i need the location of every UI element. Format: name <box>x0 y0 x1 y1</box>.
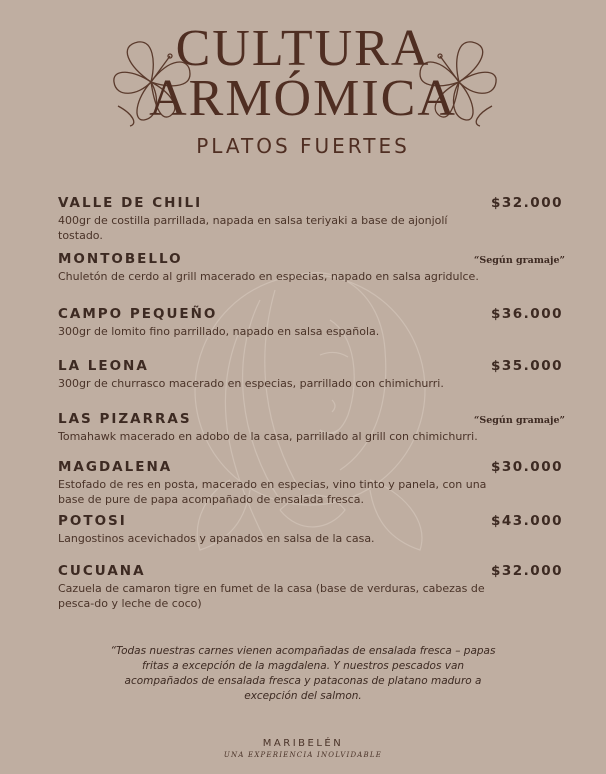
dish-name: CUCUANA <box>58 563 146 579</box>
brand-name: MARIBELÉN <box>262 738 344 749</box>
dish-name: LA LEONA <box>58 358 149 374</box>
dish-name: VALLE DE CHILI <box>58 195 203 211</box>
dish-item <box>58 411 563 444</box>
dish-price: “Según gramaje” <box>473 255 565 266</box>
restaurant-title-line-2: ARMÓMICA <box>149 70 457 127</box>
dish-price: $32.000 <box>491 563 563 579</box>
dish-price: $32.000 <box>491 195 563 211</box>
dish-price: $30.000 <box>491 459 563 475</box>
dish-item <box>58 459 563 507</box>
dish-description: Tomahawk macerado en adobo de la casa, parrillado al grill con chimichurri. <box>58 430 478 443</box>
dish-description: Estofado de res en posta, macerado en especias, vino tinto y panela, con una base de pure de papa acompañado de ensalada fresca. <box>58 478 487 506</box>
dish-description: Langostinos acevichados y apanados en salsa de la casa. <box>58 532 375 545</box>
dish-price: $36.000 <box>491 306 563 322</box>
dish-name: MONTOBELLO <box>58 251 183 267</box>
dish-price: “Según gramaje” <box>473 415 565 426</box>
dish-name: CAMPO PEQUEÑO <box>58 306 218 322</box>
accompaniment-note: “Todas nuestras carnes vienen acompañadas de ensalada fresca – papas fritas a excepción de la magdalena. Y nuestros pescados van acompañados de ensalada fresca y pataconas de platano maduro a excepción del salmon. <box>110 645 496 702</box>
dish-item <box>58 306 563 339</box>
dish-price: $43.000 <box>491 513 563 529</box>
dish-description: 300gr de lomito fino parrillado, napado en salsa española. <box>58 325 380 338</box>
section-title: PLATOS FUERTES <box>196 134 410 158</box>
dish-description: 300gr de churrasco macerado en especias, parrillado con chimichurri. <box>58 377 444 390</box>
dish-name: MAGDALENA <box>58 459 173 475</box>
dish-item <box>58 358 563 391</box>
dish-item <box>58 513 563 546</box>
brand-tagline: UNA EXPERIENCIA INOLVIDABLE <box>223 751 383 759</box>
dish-description: Chuletón de cerdo al grill macerado en especias, napado en salsa agridulce. <box>58 270 479 283</box>
dish-name: LAS PIZARRAS <box>58 411 192 427</box>
dish-name: POTOSI <box>58 513 127 529</box>
dish-item <box>58 563 563 611</box>
dish-description: Cazuela de camaron tigre en fumet de la casa (base de verduras, cabezas de pesca-do y leche de coco) <box>58 582 485 610</box>
dish-price: $35.000 <box>491 358 563 374</box>
restaurant-title-line-1: CULTURA <box>175 20 431 77</box>
dish-item <box>58 195 563 243</box>
dish-item <box>58 251 563 284</box>
menu-header <box>0 22 606 158</box>
dish-description: 400gr de costilla parrillada, napada en salsa teriyaki a base de ajonjolí tostado. <box>58 214 448 242</box>
